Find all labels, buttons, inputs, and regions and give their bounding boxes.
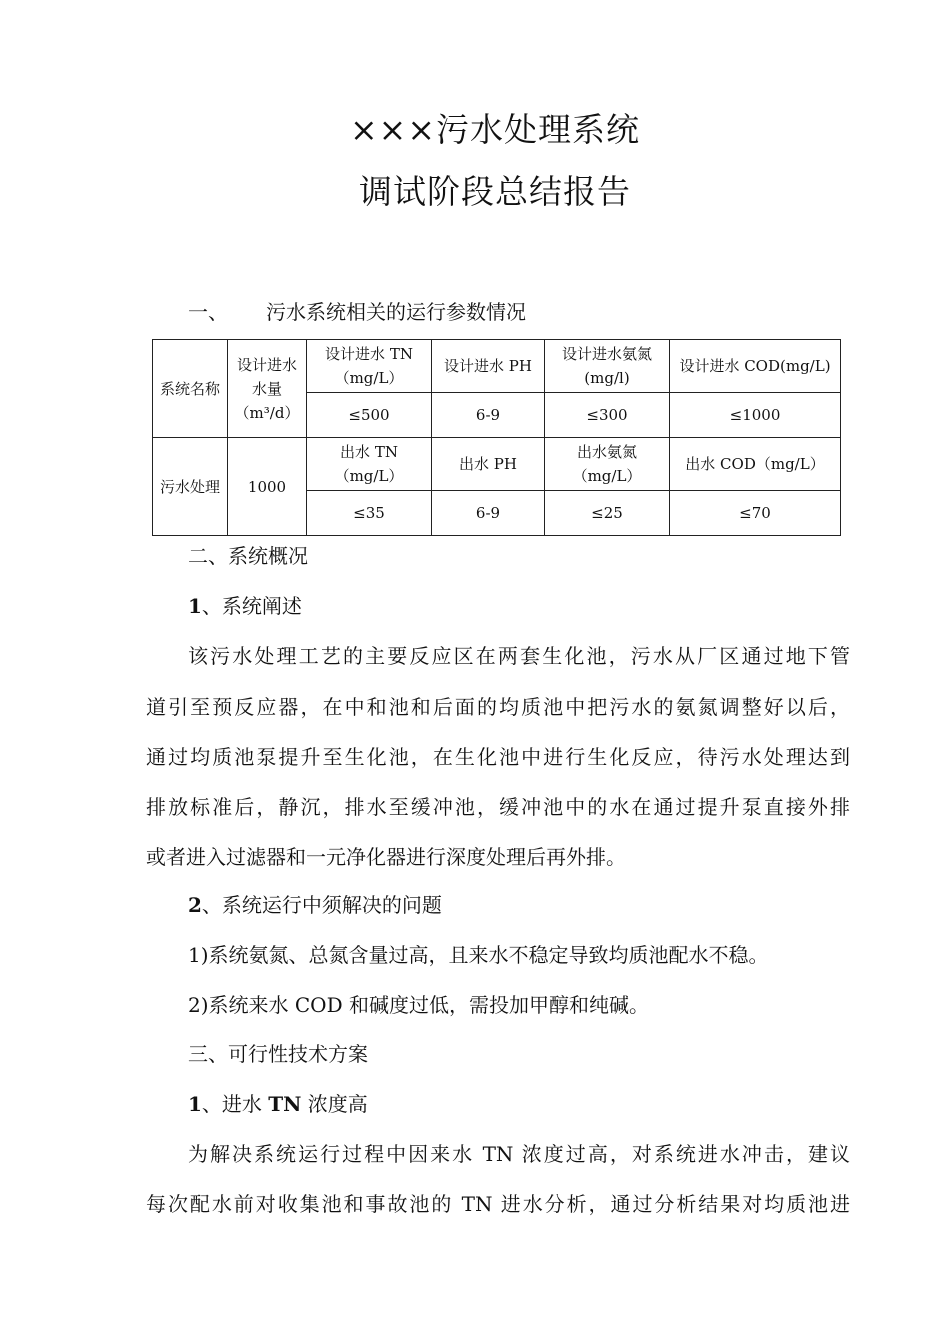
subsection-3-bold: TN [268,1092,302,1116]
cell-design-nh-header: 设计进水氨氮(mg/l) [545,340,670,393]
paragraph-2-line-1: 为解决系统运行过程中因来水 TN 浓度过高，对系统进水冲击，建议 [188,1142,850,1166]
subsection-2-number: 2 [188,893,202,917]
paragraph-1-line-5: 或者进入过滤器和一元净化器进行深度处理后再外排。 [146,845,626,869]
issue-item-1: 1)系统氨氮、总氮含量过高，且来水不稳定导致均质池配水不稳。 [188,943,769,967]
paragraph-1-line-4: 排放标准后，静沉，排水至缓冲池，缓冲池中的水在通过提升泵直接外排 [146,795,850,819]
subsection-2-text: 、系统运行中须解决的问题 [201,893,442,917]
cell-design-tn-value: ≤500 [307,393,432,438]
subsection-3-tail: 浓度高 [301,1092,368,1116]
cell-design-ph-value: 6-9 [432,393,545,438]
cell-system-name-value: 污水处理 [153,438,228,536]
cell-design-flow-header: 设计进水水量（m³/d） [228,340,307,438]
section-1-number: 一、 [188,300,228,324]
paragraph-2-line-2: 每次配水前对收集池和事故池的 TN 进水分析，通过分析结果对均质池进 [146,1192,850,1216]
cell-system-name-header: 系统名称 [153,340,228,438]
subsection-1-heading [188,590,302,619]
section-2-heading: 二、系统概况 [188,544,308,568]
section-1-text: 污水系统相关的运行参数情况 [266,300,526,324]
cell-out-ph-header: 出水 PH [432,438,545,491]
cell-out-nh-value: ≤25 [545,491,670,536]
cell-design-cod-header: 设计进水 COD(mg/L) [670,340,841,393]
cell-out-nh-header: 出水氨氮（mg/L） [545,438,670,491]
paragraph-1-line-2: 道引至预反应器，在中和池和后面的均质池中把污水的氨氮调整好以后， [146,695,850,719]
paragraph-1-line-3: 通过均质池泵提升至生化池，在生化池中进行生化反应，待污水处理达到 [146,745,850,769]
cell-design-tn-header: 设计进水 TN（mg/L） [307,340,432,393]
subsection-1-text: 、系统阐述 [201,594,302,618]
cell-out-cod-header: 出水 COD（mg/L） [670,438,841,491]
subsection-3-number: 1 [188,1092,202,1116]
issue-item-2: 2)系统来水 COD 和碱度过低，需投加甲醇和纯碱。 [188,993,649,1017]
subsection-1-number: 1 [188,594,202,618]
cell-out-tn-value: ≤35 [307,491,432,536]
cell-out-tn-header: 出水 TN（mg/L） [307,438,432,491]
cell-design-nh-value: ≤300 [545,393,670,438]
cell-out-cod-value: ≤70 [670,491,841,536]
title-line-2: 调试阶段总结报告 [359,172,631,211]
paragraph-1-line-1: 该污水处理工艺的主要反应区在两套生化池，污水从厂区通过地下管 [188,644,850,668]
subsection-2-heading [188,889,442,918]
cell-design-cod-value: ≤1000 [670,393,841,438]
title-line-1: ×××污水处理系统 [350,110,640,149]
cell-design-flow-value: 1000 [228,438,307,536]
parameters-table [152,339,841,536]
subsection-3-mid: 、进水 [201,1092,269,1116]
section-3-heading: 三、可行性技术方案 [188,1042,368,1066]
cell-out-ph-value: 6-9 [432,491,545,536]
cell-design-ph-header: 设计进水 PH [432,340,545,393]
section-1-heading [188,296,526,325]
subsection-3-heading [188,1088,368,1117]
